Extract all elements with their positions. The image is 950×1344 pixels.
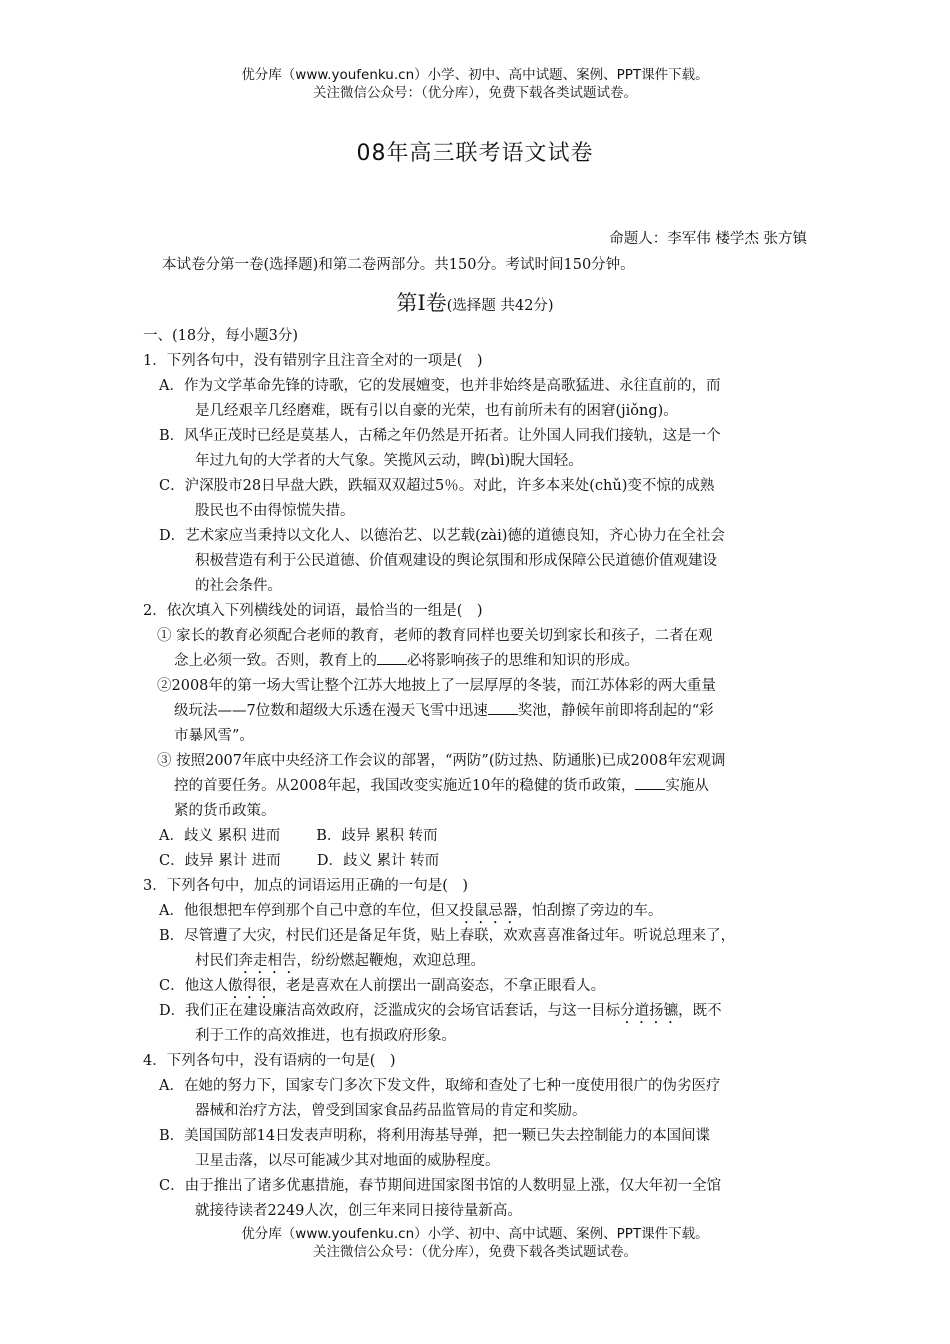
volume-main: 第Ⅰ卷	[396, 291, 447, 315]
q1-option-c-cont: 股民也不由得惊慌失措。	[195, 503, 355, 519]
q3-option-b: B．尽管遭了大灾，村民们还是备足年货，贴上春联，欢欢喜喜准备过年。听说总理来了，	[159, 928, 736, 944]
text: 村民们	[195, 953, 239, 969]
q2-sentence-2-cont	[143, 699, 811, 724]
text: A．他很想把车停到那个自己中意的车位，但又	[159, 903, 460, 919]
q1-option-d: D．艺术家应当秉持以文化人、以德治艺、以艺载(zài)德的道德良知，齐心协力在全社会	[159, 528, 725, 544]
dotted-phrase: 奔走相告	[238, 953, 297, 969]
q2-sentence-1: ① 家长的教育必须配合老师的教育，老师的教育同样也要关切到家长和孩子，二者在观	[157, 628, 713, 644]
volume-heading	[0, 287, 950, 317]
footer-line-2: 关注微信公众号：（优分库），免费下载各类试题试卷。	[313, 1244, 637, 1260]
q1-option-a: A．作为文学革命先锋的诗歌，它的发展嬗变，也并非始终是高歌猛进、永往直前的，而	[159, 378, 721, 394]
dotted-phrase: 分道扬镳	[620, 1003, 679, 1019]
q4-option-c-cont: 就接待读者2249人次，创三年来同日接待量新高。	[195, 1203, 522, 1219]
q1-option-b: B．风华正茂时已经是莫基人，古稀之年仍然是开拓者。让外国人同我们接轨，这是一个	[159, 428, 721, 444]
question-3-stem: 3．下列各句中，加点的词语运用正确的一句是( )	[143, 878, 469, 894]
exam-content	[143, 324, 811, 1224]
q3-option-a	[143, 899, 811, 924]
section-heading: 一、(18分，每小题3分)	[143, 328, 298, 344]
q1-option-d-cont: 积极营造有利于公民道德、价值观建设的舆论氛围和形成保障公民道德价值观建设	[195, 553, 717, 569]
q1-option-c: C．沪深股市28日早盘大跌，跌辐双双超过5％。对此，许多本来处(chǔ)变不惊的成熟	[159, 478, 715, 494]
page-footer	[0, 1225, 950, 1261]
q2-sentence-2: ②2008年的第一场大雪让整个江苏大地披上了一层厚厚的冬装，而江苏体彩的两大重量	[157, 678, 716, 694]
page-title: 08年高三联考语文试卷	[356, 141, 594, 166]
text: C．他这人	[159, 978, 229, 994]
text: ，老是喜欢在人前摆出一副高姿态，不拿正眼看人。	[271, 978, 606, 994]
q1-option-d-cont: 的社会条件。	[195, 578, 282, 594]
q2-option-c: C．歧异 累计 进而	[159, 853, 281, 869]
q1-option-a-cont: 是几经艰辛几经磨难，既有引以自豪的光荣，也有前所未有的困窘(jiǒng)。	[195, 403, 678, 419]
text: 实施从	[665, 778, 709, 794]
footer-line-1: 优分库（www.youfenku.cn）小学、初中、高中试题、案例、PPT课件下载。	[241, 1226, 709, 1242]
q2-sentence-1-cont	[143, 649, 811, 674]
dotted-phrase: 投鼠忌器	[459, 903, 518, 919]
q4-option-c: C．由于推出了诸多优惠措施，春节期间进国家图书馆的人数明显上涨，仅大年初一全馆	[159, 1178, 722, 1194]
text: 级玩法——7位数和超级大乐透在漫天飞雪中迅速	[174, 703, 488, 719]
q1-option-b-cont: 年过九旬的大学者的大气象。笑揽风云动，睥(bì)睨大国轻。	[195, 453, 583, 469]
header-line-2: 关注微信公众号：（优分库），免费下载各类试题试卷。	[313, 85, 637, 101]
q3-option-b-cont	[143, 949, 811, 974]
q4-option-b: B．美国国防部14日发表声明称，将利用海基导弹，把一颗已失去控制能力的本国间谍	[159, 1128, 711, 1144]
q4-option-a-cont: 器械和治疗方法，曾受到国家食品药品监管局的肯定和奖励。	[195, 1103, 587, 1119]
text: ，既不	[678, 1003, 722, 1019]
dotted-phrase: 傲得很	[228, 978, 272, 994]
question-2-stem: 2．依次填入下列横线处的词语，最恰当的一组是( )	[143, 603, 483, 619]
text: ，纷纷燃起鞭炮，欢迎总理。	[296, 953, 485, 969]
text: 念上必须一致。否则，教育上的	[174, 653, 377, 669]
q2-sentence-2-cont: 市暴风雪”。	[174, 728, 254, 744]
header-line-1: 优分库（www.youfenku.cn）小学、初中、高中试题、案例、PPT课件下载。	[241, 67, 709, 83]
q2-option-a: A．歧义 累积 进而	[159, 828, 281, 844]
q2-option-d: D．歧义 累计 转而	[316, 853, 440, 869]
question-1-stem: 1．下列各句中，没有错别字且注音全对的一项是( )	[143, 353, 483, 369]
text: D．我们正在建设廉洁高效政府，泛滥成灾的会场官话套话，与这一目标	[159, 1003, 621, 1019]
q2-sentence-3-cont	[143, 774, 811, 799]
q3-option-d	[143, 999, 811, 1024]
q4-option-a: A．在她的努力下，国家专门多次下发文件，取缔和查处了七种一度使用很广的伪劣医疗	[159, 1078, 721, 1094]
q4-option-b-cont: 卫星击落，以尽可能减少其对地面的威胁程度。	[195, 1153, 500, 1169]
q2-option-b: B．歧异 累积 转而	[316, 828, 438, 844]
q3-option-d-cont: 利于工作的高效推进，也有损政府形象。	[195, 1028, 456, 1044]
text: ，怕刮擦了旁边的车。	[517, 903, 663, 919]
q2-sentence-3: ③ 按照2007年底中央经济工作会议的部署，“两防”(防过热、防通胀)已成2008年宏观调	[157, 753, 726, 769]
authors-line: 命题人：李军伟 楼学杰 张方镇	[609, 231, 807, 247]
volume-sub: (选择题 共42分)	[446, 298, 554, 314]
fill-blank	[377, 650, 407, 665]
q2-sentence-3-cont: 紧的货币政策。	[174, 803, 276, 819]
exam-intro: 本试卷分第一卷(选择题)和第二卷两部分。共150分。考试时间150分钟。	[162, 257, 635, 273]
q3-option-c	[143, 974, 811, 999]
q2-options-row-1	[143, 824, 811, 849]
page-header	[0, 66, 950, 102]
text: 控的首要任务。从2008年起，我国改变实施近10年的稳健的货币政策，	[174, 778, 636, 794]
q2-options-row-2	[143, 849, 811, 874]
question-4-stem: 4．下列各句中，没有语病的一句是( )	[143, 1053, 396, 1069]
text: 必将影响孩子的思维和知识的形成。	[407, 653, 639, 669]
fill-blank	[488, 700, 518, 715]
text: 奖池，静候年前即将刮起的“彩	[517, 703, 714, 719]
fill-blank	[635, 775, 665, 790]
